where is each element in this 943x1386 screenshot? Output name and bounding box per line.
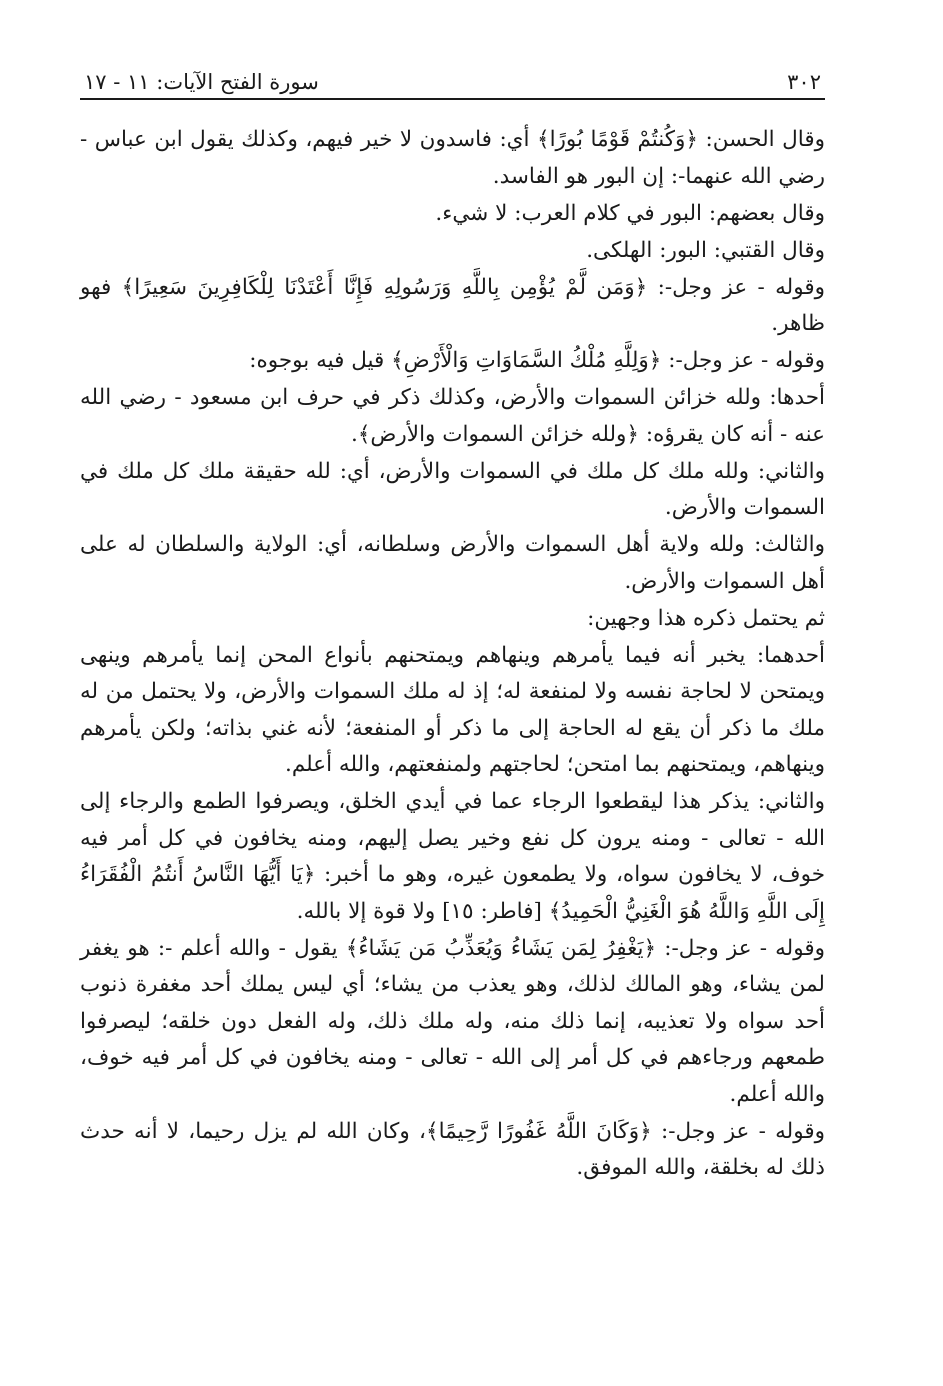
paragraph: وقال القتبي: البور: الهلكى.	[586, 237, 825, 263]
book-page	[80, 56, 825, 1187]
paragraph: وقوله - عز وجل-: ﴿يَغْفِرُ لِمَن يَشَاءُ وَيُعَذِّبُ مَن يَشَاءُ﴾ يقول - والله أعلم -: هو يغفر لمن يشاء، وهو المالك لذلك، وهو يعذب من يشاء؛ أي ليس يملك أحد مغفرة ذنوب أحد سواه ولا تعذيبه، إنما ذلك منه، وله ملك ذلك، وله الفعل دون خلقه؛ ليصرفوا طمعهم ورجاءهم في كل أمر إلى الله - تعالى - ومنه يخافون في كل أمر فيه خوف، والله أعلم.	[80, 935, 825, 1107]
paragraph: أحدها: ولله خزائن السموات والأرض، وكذلك ذكر في حرف ابن مسعود - رضي الله عنه - أنه كان يقرؤه: ﴿ولله خزائن السموات والأرض﴾.	[80, 385, 825, 447]
page-header	[80, 56, 825, 100]
page-body	[80, 122, 825, 1187]
paragraph: وقوله - عز وجل-: ﴿وَمَن لَّمْ يُؤْمِن بِاللَّهِ وَرَسُولِهِ فَإِنَّا أَعْتَدْنَا لِلْكَافِرِينَ سَعِيرًا﴾ فهو ظاهر.	[80, 274, 825, 336]
paragraph: والثاني: يذكر هذا ليقطعوا الرجاء عما في أيدي الخلق، ويصرفوا الطمع والرجاء إلى الله - تعالى - ومنه يرون كل نفع وخير يصل إليهم، ومنه يخافون في كل أمر فيه خوف، لا يخافون سواه، ولا يطمعون غيره، وهو ما أخبر: ﴿يَا أَيُّهَا النَّاسُ أَنتُمُ الْفُقَرَاءُ إِلَى اللَّهِ وَاللَّهُ هُوَ الْغَنِيُّ الْحَمِيدُ﴾ [فاطر: ١٥] ولا قوة إلا بالله.	[80, 789, 825, 924]
paragraph: ثم يحتمل ذكره هذا وجهين:	[587, 605, 825, 631]
paragraph: وقوله - عز وجل-: ﴿وَلِلَّهِ مُلْكُ السَّمَاوَاتِ وَالْأَرْضِ﴾ قيل فيه بوجوه:	[249, 348, 825, 373]
paragraph: وقال الحسن: ﴿وَكُنتُمْ قَوْمًا بُورًا﴾ أي: فاسدون لا خير فيهم، وكذلك يقول ابن عباس - رضي الله عنهما-: إن البور هو الفاسد.	[80, 127, 825, 189]
paragraph: وقال بعضهم: البور في كلام العرب: لا شيء.	[435, 200, 825, 226]
paragraph: والثاني: ولله ملك كل ملك في السموات والأرض، أي: لله حقيقة ملك كل ملك في السموات والأرض.	[80, 458, 825, 520]
paragraph: والثالث: ولله ولاية أهل السموات والأرض وسلطانه، أي: الولاية والسلطان له على أهل السموات والأرض.	[80, 532, 825, 594]
page-number: ٣٠٢	[787, 70, 821, 94]
paragraph: وقوله - عز وجل-: ﴿وَكَانَ اللَّهُ غَفُورًا رَّحِيمًا﴾، وكان الله لم يزل رحيما، لا أنه حدث ذلك له بخلقة، والله الموفق.	[80, 1118, 825, 1180]
paragraph: أحدهما: يخبر أنه فيما يأمرهم وينهاهم ويمتحنهم بأنواع المحن إنما يأمرهم وينهى ويمتحن لا لحاجة نفسه ولا لمنفعة له؛ إذ له ملك السموات والأرض، ولا يحتمل من له ملك ما ذكر أن يقع له الحاجة إلى ما ذكر أو المنفعة؛ لأنه غني بذاته؛ ولكن يأمرهم وينهاهم، ويمتحنهم بما امتحن؛ لحاجتهم ولمنفعتهم، والله أعلم.	[80, 642, 825, 777]
running-title: سورة الفتح الآيات: ١١ - ١٧	[84, 70, 319, 94]
